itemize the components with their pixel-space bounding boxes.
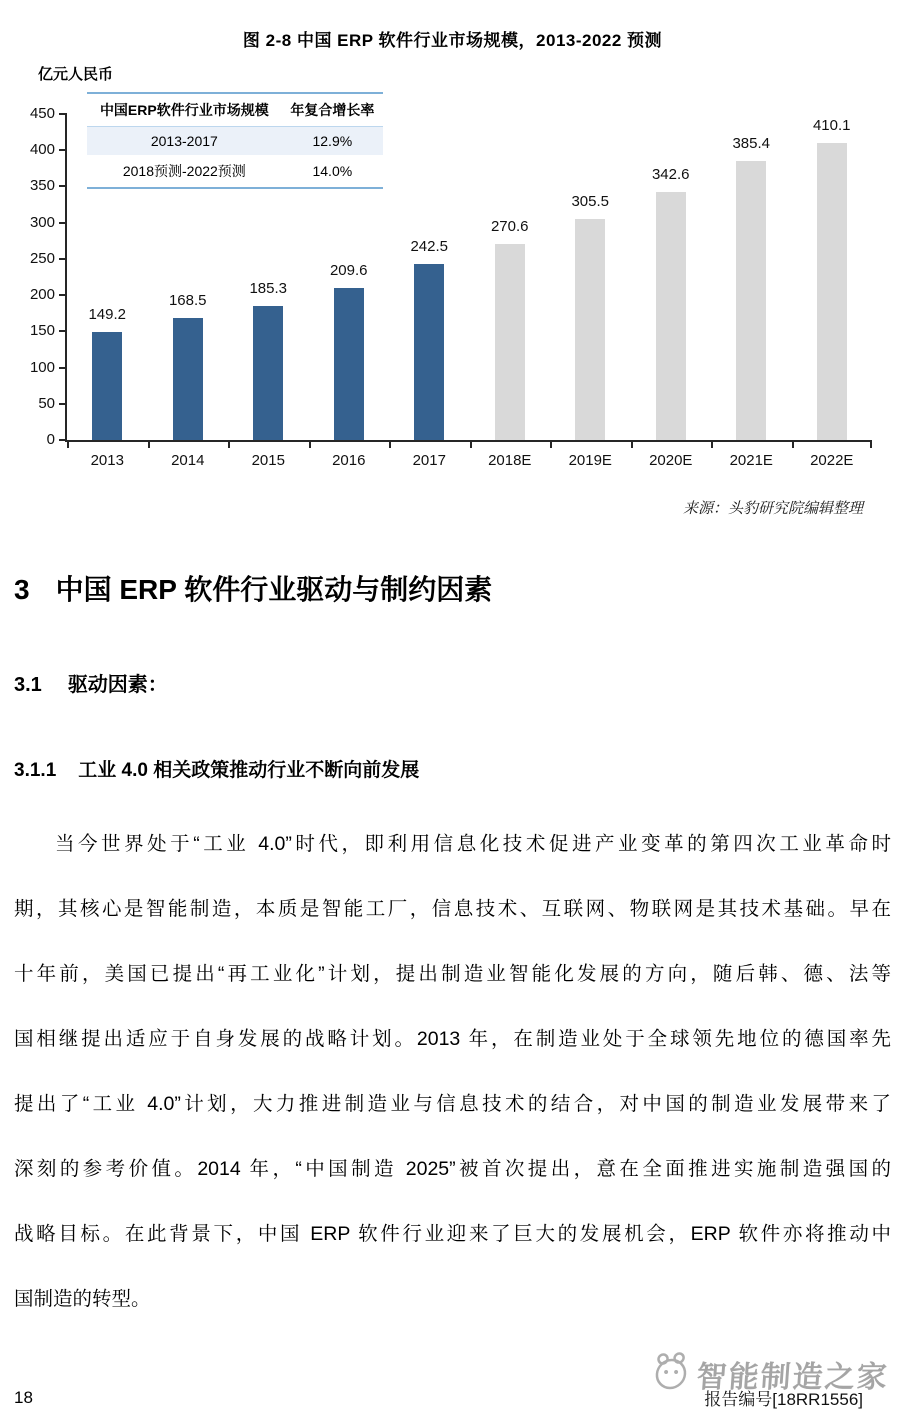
bar-2013 <box>92 332 122 440</box>
y-axis-tick <box>59 403 67 405</box>
body-line: 当今世界处于“工业 4.0”时代，即利用信息化技术促进产业变革的第四次工业革命时 <box>54 833 891 855</box>
bar-2021E <box>736 161 766 440</box>
x-axis-tick-label: 2018E <box>488 452 532 469</box>
x-axis-tick <box>148 442 150 448</box>
cagr-period-forecast: 2018预测-2022预测 <box>122 163 246 179</box>
watermark <box>649 1351 890 1396</box>
y-axis-tick-label: 350 <box>29 177 55 195</box>
cagr-table-header-row <box>87 93 383 127</box>
cagr-table-row-actual <box>87 127 383 156</box>
y-axis-tick <box>59 258 67 260</box>
bar-value-label: 209.6 <box>329 262 368 280</box>
x-axis-tick <box>470 442 472 448</box>
section-title: 工业 4.0 相关政策推动行业不断向前发展 <box>78 760 420 781</box>
bar-2017 <box>414 264 444 440</box>
bar-value-label: 305.5 <box>571 192 610 210</box>
cagr-period-actual: 2013-2017 <box>87 127 282 156</box>
section-heading-3-1 <box>14 668 905 697</box>
cagr-legend-table <box>87 92 383 189</box>
section-title: 驱动因素： <box>67 674 168 696</box>
bar-value-label: 270.6 <box>490 217 529 235</box>
x-axis-tick-label: 2022E <box>810 452 854 469</box>
y-axis-tick <box>59 149 67 151</box>
x-axis-tick <box>870 442 872 448</box>
x-axis-tick <box>389 442 391 448</box>
y-axis-tick-label: 150 <box>29 322 55 340</box>
bar-value-label: 242.5 <box>410 238 449 256</box>
bar-2016 <box>334 288 364 440</box>
bar-2018E <box>495 244 525 440</box>
y-axis-tick <box>59 185 67 187</box>
bar-value-label: 168.5 <box>168 291 207 309</box>
bar-value-label: 410.1 <box>812 116 851 134</box>
y-axis-tick-label: 0 <box>46 431 55 448</box>
cagr-value-forecast: 14.0% <box>312 163 353 179</box>
x-axis-tick <box>67 442 69 448</box>
y-axis-tick-label: 250 <box>29 249 55 267</box>
y-axis-tick-label: 50 <box>38 394 55 412</box>
body-line: 国制造的转型。 <box>14 1288 151 1310</box>
bar-2019E <box>575 219 605 440</box>
section-heading-3-1-1 <box>14 755 905 782</box>
section-heading-3 <box>14 568 905 608</box>
x-axis-tick <box>228 442 230 448</box>
cagr-table-header-cagr: 年复合增长率 <box>282 93 383 127</box>
x-axis-tick-label: 2013 <box>90 452 124 469</box>
y-axis-tick-label: 300 <box>29 213 55 231</box>
page-number: 18 <box>14 1388 33 1407</box>
x-axis-tick-label: 2016 <box>332 452 366 469</box>
x-axis-tick <box>711 442 713 448</box>
y-axis-tick <box>59 294 67 296</box>
section-number: 3 <box>14 574 30 605</box>
bar-2015 <box>253 306 283 440</box>
plot-area <box>29 102 872 469</box>
x-axis-tick <box>309 442 311 448</box>
x-axis-tick-label: 2020E <box>649 452 693 469</box>
section-title: 中国 ERP 软件行业驱动与制约因素 <box>55 574 493 605</box>
y-axis-tick-label: 100 <box>29 358 55 376</box>
x-axis-tick-label: 2019E <box>568 452 612 469</box>
y-axis-tick <box>59 367 67 369</box>
section-number: 3.1.1 <box>14 760 57 781</box>
cagr-table-header-scale: 中国ERP软件行业市场规模 <box>87 93 282 127</box>
x-axis-tick-label: 2021E <box>729 452 773 469</box>
bar-value-label: 385.4 <box>732 134 771 152</box>
bar-2022E <box>817 143 847 440</box>
section-number: 3.1 <box>14 674 42 696</box>
y-axis-tick <box>59 222 67 224</box>
watermark-logo-icon <box>649 1351 692 1396</box>
y-axis-tick-label: 200 <box>29 286 55 304</box>
x-axis-tick <box>550 442 552 448</box>
bar-value-label: 342.6 <box>651 165 690 183</box>
y-axis-tick-label: 400 <box>29 141 55 159</box>
body-line: 战略目标。在此背景下，中国 ERP 软件行业迎来了巨大的发展机会，ERP 软件亦将推动中 <box>14 1223 891 1245</box>
report-id: 报告编号[18RR1556] <box>704 1390 863 1409</box>
x-axis-tick-label: 2017 <box>412 452 446 469</box>
x-axis-tick-label: 2014 <box>171 452 205 469</box>
watermark-text: 智能制造之家 <box>695 1360 890 1394</box>
body-line: 十年前，美国已提出“再工业化”计划，提出制造业智能化发展的方向，随后韩、德、法等 <box>14 963 891 985</box>
source-attribution: 来源：头豹研究院编辑整理 <box>682 500 863 517</box>
y-axis-tick-label: 450 <box>29 105 55 122</box>
body-line: 国相继提出适应于自身发展的战略计划。2013 年，在制造业处于全球领先地位的德国率先 <box>14 1028 891 1050</box>
x-axis-tick <box>631 442 633 448</box>
bar-2020E <box>656 192 686 440</box>
cagr-table-row-forecast <box>87 155 383 188</box>
body-line: 期，其核心是智能制造，本质是智能工厂，信息技术、互联网、物联网是其技术基础。早在 <box>14 898 891 920</box>
x-axis-tick <box>792 442 794 448</box>
x-axis-tick-label: 2015 <box>251 452 285 469</box>
figure-title: 图 2-8 中国 ERP 软件行业市场规模，2013-2022 预测 <box>242 31 663 50</box>
y-axis-unit-label: 亿元人民币 <box>38 66 114 83</box>
body-line: 提出了“工业 4.0”计划，大力推进制造业与信息技术的结合，对中国的制造业发展带来了 <box>14 1093 891 1115</box>
bar-value-label: 149.2 <box>88 305 127 323</box>
cagr-value-actual: 12.9% <box>282 127 383 156</box>
body-paragraph <box>14 812 891 1332</box>
body-line: 深刻的参考价值。2014 年，“中国制造 2025”被首次提出，意在全面推进实施制造强国的 <box>14 1158 891 1180</box>
y-axis-tick <box>59 330 67 332</box>
bar-value-label: 185.3 <box>249 279 288 297</box>
bar-chart <box>0 59 905 483</box>
bar-2014 <box>173 318 203 440</box>
y-axis-tick <box>59 113 67 115</box>
y-axis-tick <box>59 439 67 441</box>
